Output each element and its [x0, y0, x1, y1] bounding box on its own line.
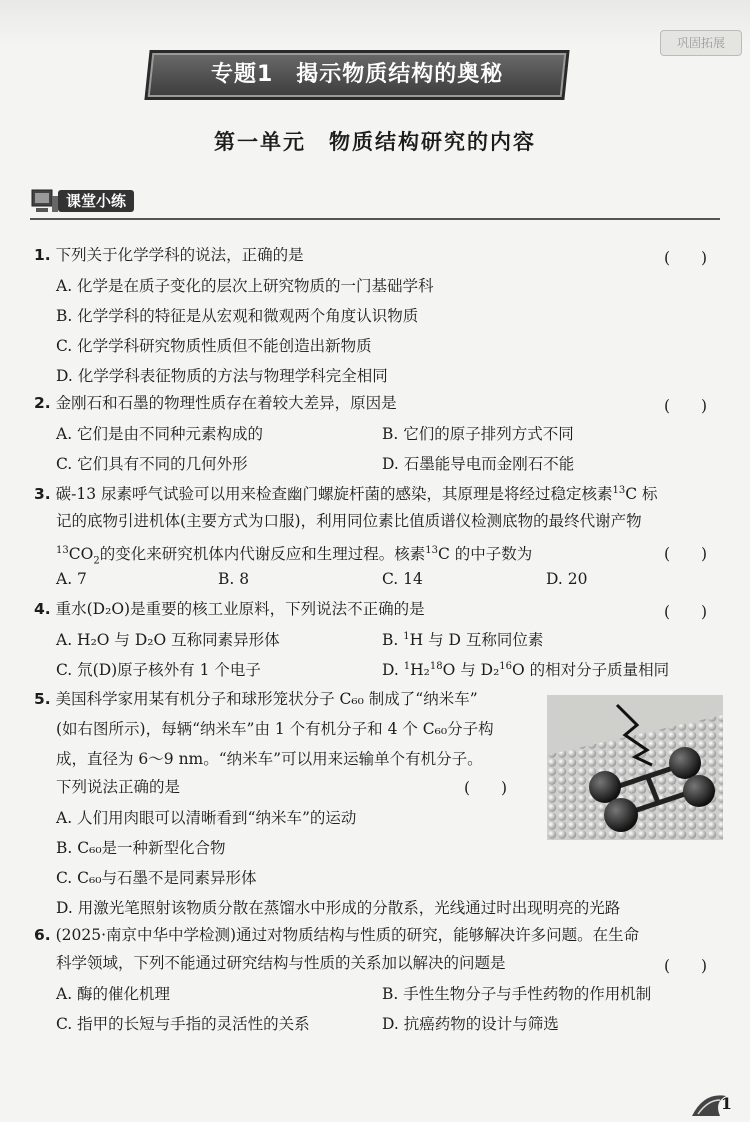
question-text: (2025·南京中华中学检测)通过对物质结构与性质的研究，能够解决许多问题。在生命: [55, 926, 640, 944]
question-2-stem: [34, 392, 397, 414]
option-text: B.: [382, 631, 404, 649]
question-text: C 的中子数为: [437, 545, 533, 564]
subscript: 2: [93, 555, 100, 567]
option-a: A. 人们用肉眼可以清晰看到“纳米车”的运动: [56, 809, 357, 827]
option-text: O 与 D₂: [442, 661, 500, 679]
section-divider: [30, 218, 720, 220]
option-d: D. 20: [546, 570, 588, 588]
option-b: B. 化学学科的特征是从宏观和微观两个角度认识物质: [56, 307, 419, 325]
option-a: A. H₂O 与 D₂O 互称同素异形体: [56, 631, 280, 649]
question-text: 美国科学家用某有机分子和球形笼状分子 C₆₀ 制成了“纳米车”: [55, 690, 478, 708]
question-1-stem: [34, 244, 304, 266]
option-a: A. 化学是在质子变化的层次上研究物质的一门基础学科: [56, 277, 434, 295]
question-number: 5.: [34, 690, 51, 708]
option-a: A. 它们是由不同种元素构成的: [56, 425, 264, 443]
isotope-superscript: 1: [403, 630, 410, 642]
isotope-superscript: 18: [429, 660, 443, 672]
question-text: 下列关于化学学科的说法，正确的是: [55, 246, 304, 264]
question-number: 6.: [34, 926, 51, 944]
option-d: D. 抗癌药物的设计与筛选: [382, 1015, 559, 1033]
option-a: A. 酶的催化机理: [56, 985, 171, 1003]
option-c: C. C₆₀与石墨不是同素异形体: [56, 869, 257, 887]
answer-paren: ( ): [464, 779, 508, 797]
question-3-line-2: 记的底物引进机体(主要方式为口服)，利用同位素比值质谱仪检测底物的最终代谢产物: [56, 512, 642, 530]
nanocar-figure: [547, 695, 723, 840]
isotope-superscript: 13: [612, 485, 626, 496]
question-5-line-2: (如右图所示)，每辆“纳米车”由 1 个有机分子和 4 个 C₆₀分子构: [56, 720, 494, 738]
option-text: H 与 D 互称同位素: [409, 631, 544, 649]
option-a: A. 7: [56, 570, 87, 588]
answer-paren: ( ): [664, 249, 708, 267]
option-d: [382, 658, 669, 680]
question-text: 的变化来研究机体内代谢反应和生理过程。核素: [99, 545, 426, 564]
question-text: 重水(D₂O)是重要的核工业原料，下列说法不正确的是: [55, 600, 425, 618]
answer-paren: ( ): [664, 603, 708, 621]
isotope-superscript: 16: [499, 660, 513, 672]
question-3-line-3: [56, 540, 532, 572]
option-text: O 的相对分子质量相同: [512, 661, 670, 679]
isotope-superscript: 13: [425, 545, 438, 556]
option-d: D. 用激光笔照射该物质分散在蒸馏水中形成的分散系，光线通过时出现明亮的光路: [56, 899, 621, 917]
answer-paren: ( ): [664, 545, 708, 563]
question-number: 2.: [34, 394, 51, 412]
leaf-corner-icon: [690, 1090, 740, 1118]
topic-banner-text: 专题1 揭示物质结构的奥秘: [210, 62, 504, 87]
question-number: 1.: [34, 246, 51, 264]
answer-paren: ( ): [664, 397, 708, 415]
nanocar-illustration: [547, 695, 723, 840]
question-5-line-4: 下列说法正确的是: [56, 778, 181, 796]
question-5-line-3: 成，直径为 6～9 nm。“纳米车”可以用来运输单个有机分子。: [56, 750, 483, 768]
isotope-superscript: 1: [403, 660, 411, 672]
question-4-stem: [34, 598, 425, 620]
option-c: C. 指甲的长短与手指的灵活性的关系: [56, 1015, 310, 1033]
option-b: [382, 628, 543, 650]
question-number: 3.: [34, 485, 51, 504]
question-6-line-1: [34, 924, 639, 946]
question-text: 碳-13 尿素呼气试验可以用来检查幽门螺旋杆菌的感染，其原理是将经过稳定核素: [55, 485, 613, 504]
option-c: C. 化学学科研究物质性质但不能创造出新物质: [56, 337, 372, 355]
page-number: 1: [720, 1094, 732, 1113]
corner-tag: 巩固拓展: [660, 30, 742, 56]
option-b: B. 8: [218, 570, 250, 588]
isotope-superscript: 13: [56, 545, 69, 556]
option-d: D. 化学学科表征物质的方法与物理学科完全相同: [56, 367, 388, 385]
question-text: 金刚石和石墨的物理性质存在着较大差异，原因是: [55, 394, 397, 412]
option-d: D. 石墨能导电而金刚石不能: [382, 455, 575, 473]
option-text: D.: [382, 661, 404, 679]
option-b: B. 手性生物分子与手性药物的作用机制: [382, 985, 652, 1003]
option-c: C. 14: [382, 570, 423, 588]
option-text: H₂: [410, 661, 430, 679]
option-c: C. 氘(D)原子核外有 1 个电子: [56, 661, 261, 679]
section-tag: [30, 186, 160, 216]
question-text: CO: [68, 545, 94, 564]
question-3-line-1: [34, 480, 658, 505]
question-text: C 标: [625, 485, 658, 504]
question-number: 4.: [34, 600, 51, 618]
answer-paren: ( ): [664, 957, 708, 975]
question-6-line-2: 科学领域，下列不能通过研究结构与性质的关系加以解决的问题是: [56, 954, 506, 972]
computer-icon: [30, 186, 60, 216]
option-b: B. C₆₀是一种新型化合物: [56, 839, 226, 857]
section-label: 课堂小练: [58, 190, 134, 212]
page-top-band: [0, 0, 750, 46]
option-c: C. 它们具有不同的几何外形: [56, 455, 248, 473]
unit-title: 第一单元 物质结构研究的内容: [214, 129, 536, 154]
page-number-badge: [690, 1090, 740, 1118]
option-b: B. 它们的原子排列方式不同: [382, 425, 574, 443]
question-5-line-1: [34, 688, 478, 710]
topic-banner: [144, 50, 569, 100]
